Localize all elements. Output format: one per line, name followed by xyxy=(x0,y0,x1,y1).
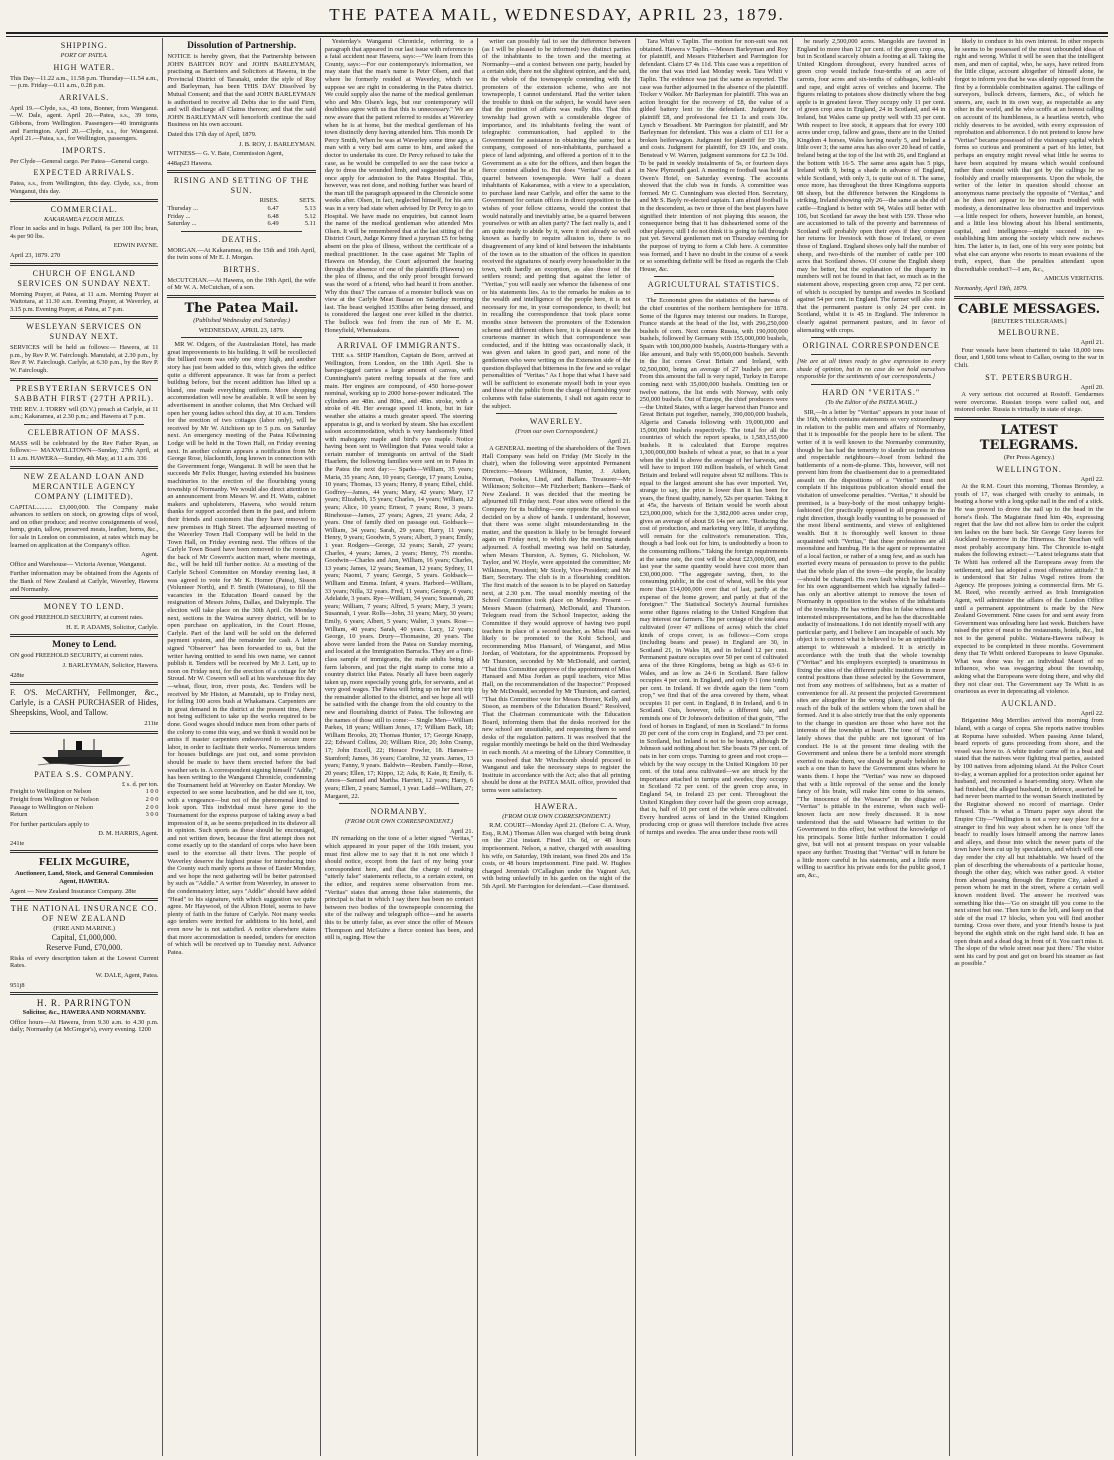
petersburgh-date: April 20. xyxy=(1080,383,1104,391)
sun-sets: 5.12 xyxy=(304,212,316,220)
dissolution-signature: J. B. ROY, J. BARLEYMAN. xyxy=(239,140,316,148)
sun-day xyxy=(167,197,236,205)
national-insurance-signature: W. DALE, Agent, Patea. xyxy=(95,972,159,980)
melbourne-heading: MELBOURNE. xyxy=(998,328,1060,338)
mills-date: April 23, 1879. 270 xyxy=(10,251,61,259)
national-insurance-heading: THE NATIONAL INSURANCE CO. OF NEW ZEALAND xyxy=(10,904,158,924)
national-insurance-text: Risks of every description taken at the Lowest Current Rates. xyxy=(10,954,159,970)
freight-label: Passage to Wellington or Nelson xyxy=(10,803,94,811)
high-water-text: This Day—11.22 a.m., 11.58 p.m. Thursday—11.54 a.m., — p.m. Friday—0.11 a.m., 0.28 p.m. xyxy=(10,74,159,90)
column-4 xyxy=(478,38,635,1456)
divider xyxy=(10,682,158,685)
divider xyxy=(10,731,158,734)
expected-heading: EXPECTED ARRIVALS. xyxy=(33,168,135,178)
table-row xyxy=(10,796,158,804)
sun-heading: RISING AND SETTING OF THE SUN. xyxy=(173,176,310,196)
patea-company-heading: PATEA S.S. COMPANY. xyxy=(34,769,135,779)
petersburgh-text: A very serious riot occurred at Rostoff. Gendarmes were overcome. Russian troops were called out, and restored order. Russia is virtually in state of siege. xyxy=(954,391,1104,414)
wellington-text: At the R.M. Court this morning, Thomas Bromley, a youth of 17, was charged with cruelty to animals, in beating a horse with a long spike nail in the end of a stick. He was proved to drove the nail up to the head in the horse's flesh. The Magistrate fined him 40s, expressing regret that the law did not allow him to order the culprit ten lashes on the bare back. Sir George Grey leaves for Auckland to-morrow in the Hinemoa. Sir Strachan will most probably accompany him. The Chronicle to-night makes the following extract:—"Latest telegrams state that Te Whiti has ordered all the Europeans away from the settlement, and has adopted a most offensive attitude." It is understood that Sir Julius Vogel retires from the Agency. He proposes joining a commercial firm. Mr G. M. Reed, who recently arrived as Irish Immigration Agent, will administer the affairs of the London Office until a permanent appointment is made by the New Zealand Government. Nine cases for and sent away from Government was unloading here last week. Butchers have raised the price of meat to the restaurants, hotels, &c., but not to the general public. Waitara-Hawera railway is expected to be completed in three months. Government deny that Te Whiti ordered Europeans to leave Opunake. What was done was by an individual Maori of no influence, who was swaggering about the township, asking what the Europeans were doing there, and why did they not clear out. The Government say Te Whiti is as courteous as ever in deprecating all violence. xyxy=(954,483,1104,696)
births-text: McCUTCHAN.—At Hawera, on the 19th April, the wife of Mr W. A. McCutchan, of a son. xyxy=(167,276,316,292)
mills-subheading: KAKARAMEA FLOUR MILLS. xyxy=(44,215,125,223)
money-text: ON good FREEHOLD SECURITY, at current rates. xyxy=(10,614,144,622)
normanby-subheading: (FROM OUR OWN CORRESPONDENT.) xyxy=(344,818,454,826)
mills-signature: EDWIN PAYNE. xyxy=(113,242,159,250)
wellington-heading: WELLINGTON. xyxy=(996,464,1062,474)
paper-subtitle: (Published Wednesday and Saturday.) xyxy=(193,317,290,325)
normanby-heading: NORMANBY. xyxy=(370,807,428,817)
money-signature: H. E. P. ADAMS, Solicitor, Carlyle. xyxy=(66,623,159,631)
steamship-icon xyxy=(36,737,132,767)
freight-label: Return xyxy=(10,811,28,819)
parrington-more: Office hours—At Hawera, from 9.30 a.m. to 4.30 p.m. daily; Normanby (at McGregor's), every evening. 1200 xyxy=(10,1018,159,1034)
column-2 xyxy=(163,38,320,1456)
patea-company-number: 241te xyxy=(10,839,25,847)
deaths-text: MORGAN.—At Kakaramea, on the 15th and 16th April, the twin sons of Mr E. J. Morgan. xyxy=(167,246,316,262)
petersburgh-heading: ST. PETERSBURGH. xyxy=(985,372,1073,382)
divider xyxy=(10,378,158,381)
expected-text: Patea, s.s., from Wellington, this day. Clyde, s.s., from Wanganui, this day. xyxy=(10,180,159,195)
money-heading: MONEY TO LEND. xyxy=(43,602,125,612)
column-6 xyxy=(793,38,950,1456)
freight-value: 2 0 0 xyxy=(145,803,159,811)
money2-signature: J. BARLEYMAN, Solicitor, Hawera. xyxy=(62,661,159,669)
freight-table xyxy=(10,781,158,819)
mass-heading: CELEBRATION OF MASS. xyxy=(27,427,141,437)
latest-telegrams-heading: LATEST TELEGRAMS. xyxy=(979,422,1079,453)
agricultural-text: The Economist gives the statistics of the harvests of the chief countries of the northern hemisphere for 1878. Some of the figures may interest our readers. In Europe, France stands at the head of the list, with 296,250,000 bushels of corn. Next comes Russia, with 190,000,000 bushels, followed by Germany with 155,000,000 bushels, Spain with 100,000,000 bushels, Austria-Hungary with a like amount, and Italy with 95,000,000 bushels. Seventh in the list comes Great Britain and Ireland, with 92,500,000, being an average of 27 bushels per acre. From this amount the fall is very rapid, Turkey in Europe coming next with 35,000,000 bushels. Omitting ten or twelve nations, the list ends with Norway, with only 250,000 bushels. Out of Europe, the chief producers were—the United States, with a larger harvest than France and Great Britain put together, namely, 390,000,000 bushels, Algeria and Canada following with 19,000,000 and 15,000,000 bushels respectively. The total for all the countries of which the report speaks, is 1,583,155,000 bushels. It is calculated that Europe requires 1,300,000,000 bushels of wheat a year, so that in a year when the yield is above the average of her harvests, and will have to import 160 million bushels, of which Great Britain and Ireland will require about 92 millions. This is equal to the largest amount she has ever imported. Yet, strange to say, the price is lower than it has been for years, the finest quality, namely, 52s per quarter. Taking it at 45s, the harvests of Britain would be worth about £23,000,000, which for the 3,382,000 acres under crop, gives an average of about £6 14s per acre. "Reducing the cost of production, and marketing very little, if anything, will remain for the cultivator's remuneration. This, though a bad look out for him, is undoubtedly a boon to the consuming millions." Taking the foreign requirements at the same rate, the cost will be about £23,000,000, and last year the same quantity would have cost more than £30,000,000. "The aggregate saving, then, to the consuming public, in the cost of wheat, will be this year more than £14,000,000 over that of last, partly at the expense of the home grower, and partly at that of the foreigner." The Statistical Society's Journal furnishes some other figures relating to the United Kingdom that may interest our farmers. The per centage of the total area cultivated (over 47 millions of acres) which the chief kinds of crops cover, is as follows:—Corn crops (including beans and pease) in England are 30, in Scotland 21, in Wales 18, and in Ireland 12 per cent. Permanent pasture occupies over 50 per cent of cultivated area of the three Kingdoms, being as high as 63·6 in Wales, and as low as 24·6 in Scotland. Bare fallow occupies 4 per cent. in England, and only 0·1 (one tenth) per cent. in Ireland. If we divide again the item "corn crop," we find that of the area covered by them, wheat occupies 11 per cent. in England, 8 in Ireland, and 6 in Scotland. Oats, however, tells a different tale, and reminds one of Dr Johnson's definition of that grain, "The food of horses in England, of men in Scotland." In forms 20 per cent of the corn crop in England, and 73 per cent. in Scotland, but Ireland is not to be beaten, although Dr Johnson said nothing about her. She boasts 79 per cent. of oats in her corn crops. Turning to green and root crops—which by the way occupy in the United Kingdom 10 per cent. of the total area cultivated—we are struck by the importance attached to turnips and swedes; they occupy in Scotland 72 per cent. of the green crop area, in England 54, in Ireland 23 per cent. Throughout the United Kingdom they cover half the green crop acreage, that is, half of 10 per cent of the whole area cultivated. Every hundred acres of land in the United Kingdom producing crop or grass will therefore include five acres of turnips and swedes. The area under these roots will xyxy=(639,297,788,836)
sun-rises: 6.47 xyxy=(267,204,279,212)
dissolution-heading: Dissolution of Partnership. xyxy=(187,41,297,51)
sun-day: Saturday ... xyxy=(167,220,197,228)
divider xyxy=(167,295,315,298)
port-subheading: PORT OF PATEA. xyxy=(60,52,108,59)
sun-sets: 5.13 xyxy=(304,204,316,212)
table-row xyxy=(167,205,315,213)
church-heading: CHURCH OF ENGLAND SERVICES ON SUNDAY NEXT. xyxy=(17,268,152,288)
sun-rises: RISES. xyxy=(259,197,279,205)
correspondence-heading: ORIGINAL CORRESPONDENCE xyxy=(802,341,940,351)
freight-label xyxy=(10,781,115,789)
hawera-text: R.M. COURT—Monday April 21. (Before C. A. Wray, Esq., R.M.) Thomas Allen was charged with being drunk on the 21st instant. Fined 13s 6d, or 48 hours imprisonment. Nelson, a native, charged with assaulting his wife, on Saturday, 19th instant, was fined 20s and 15s costs, or 48 hours imprisonment. Fine paid. W. Hughes charged Jeremiah O'Callaghan under the Vagrant Act, with being unlawfully in his garden on the night of the 5th April. Mr Farrington for defendant.—Case dismissed. xyxy=(482,822,631,890)
divider xyxy=(24,424,144,425)
news-text: Yesterday's Wanganui Chronicle, referring to a paragraph that appeared in our last issue with reference to a fatal accident near Hawera, says:—"We learn from this County, says:—For our contemporary's information, we may state that the man's name is Peter Olsen, and that where he formerly resided at Waverley, which we suppose we are right in considering in the Patea district. We could supply also the name of the medical gentleman who and Mrs Olsen's legs, but our contemporary will doubtless agree with us that this is unnecessary." We are now aware that the patient referred to resides at Waverley when he is at home, but the medical gentleman of his town distinctly deny having attended him. This month Dr Percy Smith, When he was at Waverley some time ago, a man with a very bad arm came to him, and asked the doctor to undertake its cure. Dr Percy refused to take the case, as he would be compelled to see the case twice a day to dress the wounded limb, and suggested that he at once apply for admission to the Patea Hospital. This, however, was not done, and nothing further was heard of the man till the paragraph appeared in the Chronicle some weeks after. Olsen, in fact, neglected himself, for his arm was in a very bad state when advised by Dr Percy to go to Hospital. We have made no enquiries, but cannot learn the name of the medical gentleman who attended Mrs Olsen. It will be remembered that at the last sitting of the District Court, Judge Kenny fined a juryman £5 for being absent on the plea of illness, without the certificate of a medical practitioner. In the case against Mr Taplin of Hawera on Monday, the Court adjourned the hearing through the absence of one of the plaintiffs (Hawera) on the plea of illness, and the only proof brought forward was the word of a friend, who had heard it from another. Why this thus? The carcass of a monster bullock was on view at the Carlyle Meat Bazaar on Saturday morning last. The beast weighed 1530lbs after being dressed, and is considered the largest one ever killed in the district. The bullock was fed from the run of Mr E. M. Honeyfield, Whenuakura. xyxy=(324,38,474,334)
patea-company-signature: D. M. HARRIS, Agent. xyxy=(98,830,159,838)
letter-heading: HARD ON "VERITAS." xyxy=(822,387,921,397)
letter-subheading: (To the Editor of the PATEA MAIL.) xyxy=(825,398,917,406)
freight-value: 3 0 0 xyxy=(145,811,159,819)
table-row xyxy=(167,213,315,221)
auckland-date: April 22. xyxy=(1080,709,1104,717)
paper-title: The Patea Mail. xyxy=(184,301,299,317)
divider xyxy=(811,337,931,338)
wellington-date: April 22. xyxy=(1080,475,1104,483)
national-insurance-sub: (FIRE AND MARINE.) xyxy=(53,925,115,933)
loan-company-agent: Agent. xyxy=(141,551,159,559)
waverley-heading: WAVERLEY. xyxy=(529,417,583,427)
letter-signature: AMICUS VERITATIS. xyxy=(1044,275,1104,283)
table-row xyxy=(167,197,315,205)
loan-company-heading: NEW ZEALAND LOAN AND MERCANTILE AGENCY COMPANY (LIMITED). xyxy=(23,471,145,501)
divider xyxy=(339,337,459,338)
divider xyxy=(811,354,931,355)
deaths-heading: DEATHS. xyxy=(221,234,262,244)
column-7 xyxy=(950,38,1107,1456)
column-3 xyxy=(321,38,478,1456)
waverley-text: A GENERAL meeting of the shareholders of the Town Hall Company was held on Friday (Mr Sicely in the chair), when the following were appointed Permanent Directors:—Messrs Wilkinson, Hunter, J. Aitken, Norman, Fookes, Lind, and Ballam. Treasurer—Mr Wilkinson; Solicitor—Mr Fitzherbert; Bankers—Bank of New Zealand. It was decided that the meeting be adjourned till Friday next. Four sites were offered to the Company for its building—one opposite the school was decided on by a show of hands. I understand, however, that there was some slight misunderstanding in the matter, and the question is likely to be brought forward again on Friday next, to which day the meeting stands adjourned. A football meeting was held on Saturday, when Messrs Thurston, A. Symes, G. Nicholson, W. Taylor, and W. Hoyle, were appointed the committee; Mr Wilkinson, President; Mr Sicely, Vice-President; and Mr Barr, Secretary. The club is in a flourishing condition. The first match of the season is to be played on Saturday next, at 2.30 p.m. The usual monthly meeting of the School Committee took place on Monday. Present — Messrs Mason (chairman), McDonald, and Thurston. Telegram read from the School Inspector, asking the Committee if they would approve of having two pupil teachers in place of a second teacher, as Miss Hall was likely to be promoted to the Kohi School, and recommending Miss Hansard, of Wanganui, and Miss Jordan, of Waitotara, for the appointments. Proposed by Mr Thurston, seconded by Mr McDonald, and carried, "That this Committee approve of the appointment of Miss Hansard and Miss Jordan as pupil teachers, vice Miss Hall, on the recommendation of the Inspector." Proposed by Mr McDonald, seconded by Mr Thurston, and carried, "That this Committee vote for Messrs Horner, Kelly, and Sisson, as members of the Education Board." Resolved, That the Chairman communicate with the Education Board, informing them that the desks received for the new school are unsuitable, and requesting them to send desks of the regulation pattern. It was resolved that the regular monthly meetings be held on the third Wednesday in each month. At a meeting of the Library Committee, it was resolved that Mr Winchcomb should proceed to Wanganui and take the necessary steps to register the Institute in accordance with the Act; also that all printing should be done at the PATEA MAIL office, provided that terms were satisfactory. xyxy=(482,445,631,794)
editorial-text: MR W. Odgers, of the Australasian Hotel, has made great improvements to his building. It will be recollected the billiard room was only one story high, and another story has just been added to this, which gives the edifice quite a different appearance. It was far from a perfect building before, but the recent addition has lifted up a bland, one made everything uniform. More shopping accommodation will now be available. It will be seen by advertisement in another column, that Mrs Orchard will open her young ladies school this day, at 10 a.m. Tenders for the erection of two cottages (labor only), will be received by Mr W. Aitchison up to 5 p.m. on Saturday next. An emergency meeting of the Patea Kilwinning Lodge will be held in the Town Hall, on Friday evening next. In another column appears a notification from Mr George Rose, blacksmith, long known in connection with the Government forge, Wanganui. It will be seen that he succeeds Mr Felix Hunger, having extended his business machineries to the erection of the flourishing young township of Normanby. We would also direct attention to an announcement from Messrs W. and H. Watts, cabinet makers and upholsterers, Hawera, who would return thanks for support accorded them in the past, and inform their friends and customers that they have removed to new premises in High Street. The adjourned meeting of the Waverley Town Hall Company will be held in the Town Hall, on Friday evening next. The offices of the Carlyle Town Board have been removed to the rooms at the back of Mr Cowern's auction mart, where meetings, &c., will be held till further notice. At a meeting of the Carlyle School Committee on Monday evening last, it was agreed to vote for Mr K. Horner (Patea), Sisson (Volunteer North), and F. Smith (Waitotara), to fill the vacancies in the Education Board caused by the resignation of Messrs Johns, Dallas, and Dalrymple. The election will take place on the 30th April. On Monday next, sections in the Wairoa survey district, will be to open purchase on application, in the Court House, Carlyle. Part of the land will be sold on the deferred payment system, and the remainder for cash. A letter signed "Observer" has been forwarded to us, but the writer having omitted to send his own name, we cannot publish it. Tenders will be received by Mr J. Lett, up to noon on Friday next, for the erection of a cottage for Mr Stroud. Mr W. Cowern will sell at his warehouse this day—wheat, flour, iron, river posts, &c. Tenders will be received by Mr Histon, at Manutahi, up to Friday next, for felling 100 acres bush at Whakamara. Carpenters are in great demand in the district at the present time, there not being sufficient to take up the works required to be done. Good wages should induce men from other parts of the colony to come this way, and we think it would not be amiss if master carpenters endeavored to secure more labor, in order to facilitate their works. Numerous tenders for houses buildings are just out, and some provision should be made to have them erected before the bad weather sets in. A correspondent signing himself "Addle," has been writing to the Wanganui Chronicle, condemning the Tournament held at Waverley on Easter Monday. We expected to see some lucubration, and he did see it, too, with a vengeance—but not of the phenomenal kind to look upon. This individual must have gone to the Tournament for the express purpose of taking away a bad impression of it, as he seems prejudiced in its disfavor all in opinion. Such sports as these should be encouraged, and not written down, because the first attempt does not come exactly up to the standard of corps who have been used to the exercise all their lives. The people of Waverley deserve the highest praise for introducing into the County such manly sports as those of Easter Monday, and we hope the next gathering will be better patronised by such as "Addle." A writer from Waverley, in answer to the condemnatory letter, says "Addle" should have added "Head" to his signature, with which suggestion we quite agree. Mr Haywood, of the Albion Hotel, seems to have plenty of faith in the future of Carlyle. Not many weeks ago tenders were invited for additions to his hotel, and even now he is not satisfied. A notice elsewhere states that more accommodation is needed, tenders for erection of which will be received up to Tuesday next. Advance Patea. xyxy=(167,341,316,956)
felix-heading: FELIX McGUIRE, xyxy=(38,856,130,869)
divider xyxy=(10,850,158,853)
freight-value: 1 0 0 xyxy=(145,788,159,796)
freight-value: £ s. d. per ton. xyxy=(122,780,159,788)
cable-subheading: [REUTER'S TELEGRAMS.] xyxy=(991,317,1067,325)
cable-heading: CABLE MESSAGES. xyxy=(957,301,1101,317)
divider xyxy=(496,798,616,799)
sun-day: Thursday ... xyxy=(167,204,198,212)
divider xyxy=(339,803,459,804)
divider xyxy=(181,337,301,338)
letter-text: SIR,—In a letter by "Veritas" appears in your issue of the 16th, which contains statements so very extraordinary in relation to the public men and affairs of Normanby, that it is impossible for the people here to be silent. The writer of it is well known to the Normanby community, though he has had the temerity to slander us industrious and respectable neighbours—Josef from behind the battlements of a nom-de-plume. This, however, will not prevent him from the chastisement due to a premeditated assault on the dispositions of a "Veritas" must not complain if his iniquitous publication should entail the visitation of unwelcome penalties. "Veritas," it should be premised, is a busy-body of the most unhappy bright-fashioned (for practically opposed to all progress in the right direction, though loudly vaunting to be possessed of the most liberal sentiments, and views of enlightened wealth. But it is thoroughly well known to those acquainted with "Veritas," that these professions are all moonshine and humbug. He is the agent or representative of a local faction, or rather of a snug few, and as such has exerted every means of persuasion to prove to the public that the whole plan of the town—the people, the locality—should be changed. His own fault which he had made for his own aggrandisement which has signally failed—has only an abortive attempt to remove the town of Normanby in opposition to the wishes of the inhabitants of the township. He has written thus in false witness and interested misrepresentations, and he has the discreditable audacity of insinuations. I do not identify myself with any particular party, and I believe I am incapable of such. My object is to correct what is believed to be an unjustifiable attempt to whitewash a misdeed. It is strictly in accordance with the truth that the whole township ("Veritas" and his employers excepted) is unanimous in fixing the sites of the different public institutions in more central positions than those selected by the Government, not from any motives of selfishness, but as a matter of convenience for all. At present the projected Government sites are altogether in the wrong place, and out of the reach of the bulk of the settlers whom the town shall be formed. And it is also strictly true that the only opponents to the change in question are those who have not the interests of the township at heart. The tone of "Veritas" lately shows that the public are not ignorant of his conduct. He is at the present time dealing with the Government and unless there be a tenfold more strength exerted to make them, we should be greatly beholden to such a one than to have the Government sites where he wants them. I hope the "Veritas" was now so disposed that with a little reproval of the sense and the lonely fancy of his brain, will make him come to his senses. "The innocence of the Wiseacre" in the disguise of "Veritas" is pitiable in the extreme, when such well-known facts are now freely discussed. It is now understood that the said Wiseacre had written to the Government to this effect, but without the knowledge of his principals. Some little further information I could give, but will not at present trespass on your valuable space any further. Trusting that "Veritas" will in future be a little more careful in his statements, and a little more willing to sacrifice his private ends for the public good, I am, &c., xyxy=(796,408,946,879)
national-insurance-reserve: Reserve Fund, £70,000. xyxy=(46,942,123,952)
table-row xyxy=(167,220,315,228)
arrivals-text: April 19.—Clyde, s.s., 43 tons, Bonner, from Wanganui.—W. Dale, agent. April 20.—Patea, s.s., 39 tons, Gibbons, from Wellington. Passengers—40 immigrants and Farrington. April 20.—Clyde, s.s., for Wanganui. April 21.—Patea, s.s., for Wellington, passengers. xyxy=(10,104,159,143)
masthead: THE PATEA MAIL, WEDNESDAY, APRIL 23, 1879. xyxy=(329,5,785,24)
loan-company-text: CAPITAL.......... £3,000,000. The Company make advances to settlers on stock, on growing clips of wool, and on other produce; and receive consignments of wool, hemp, grain, tallow, preserved meats, leather, horns, &c., for sale in London on commission, at rates which may be learned on application at the Company's office. xyxy=(10,503,159,549)
mccarthy-ad: F. O'S. McCARTHY, Fellmonger, &c., Carlyle, is a CASH PURCHASER of Hides, Sheepskins, Wool, and Tallow. xyxy=(10,688,159,718)
correspondence-note: [We are at all times ready to give expression to every shade of opinion, but in no case do we hold ourselves responsible for the sentiments of our correspondents.] xyxy=(796,358,946,381)
shipping-heading: SHIPPING. xyxy=(60,41,108,50)
commercial-heading: COMMERCIAL. xyxy=(50,204,118,214)
parrington-text: Solicitor, &c., HAWERA AND NORMANBY. xyxy=(22,1009,146,1017)
dissolution-number: 448ap23 Hawera. xyxy=(167,159,213,167)
column-1 xyxy=(6,38,163,1456)
immigrants-heading: ARRIVAL OF IMMIGRANTS. xyxy=(336,341,461,351)
table-row xyxy=(10,788,158,796)
mccarthy-number: 211te xyxy=(144,720,159,728)
agricultural-heading: AGRICULTURAL STATISTICS. xyxy=(647,280,780,290)
births-heading: BIRTHS. xyxy=(223,264,261,274)
divider xyxy=(654,276,774,277)
table-row xyxy=(10,804,158,812)
divider xyxy=(10,316,158,319)
high-water-heading: HIGH WATER. xyxy=(53,62,115,72)
paper-date: WEDNESDAY, APRIL 23, 1879. xyxy=(198,326,285,334)
immigrants-text: THE s.s. SHIP Hamilton, Captain de Bore, arrived at Wellington, from London, on the 18th April. She is barque-rigged carries a large amount of canvas, with Cunningham's patent reefing topsails at the fore and main. Her engines are compound, of 450 horse-power nominal, working up to 2000 horse-power indicated. The cylinders are 48in. and 80in., and 48in. stroke, with a stroke of 4ft. Her average speed 11 knots, but in fair weather she attains a much greater speed. The steering apparatus is gt, and is worked by steam. She has excellent saloon accommodation, which is very handsomely fitted with mahogany maple and bird's eye maple. Notice having been sent to Wellington that Patea would take a certain number of immigrants on arrival of the Stadt Haarlem, the following families were sent on to Patea in the Patea the next day:— Sparks—William, 35 years; Maria, 35 years; Ann, 10 years; George, 17 years; Louisa, 10 years; Thomas, 13 years; Henry, 8 years; Ethel, child. Godfrey—James, 44 years; Mary, 42 years; Mary, 17 years; Elizabeth, 15 years; Charles, 14 years; William, 12 years; Alice, 10 years; Ernest, 7 years; Rose, 3 years. Rinehouse—James, 27 years; Agnes, 21 years; Ada, 2 years. One of family died on passage out. Goldsack—William, 34 years; Sarah, 29 years; Harry, 11 years; Henry, 9 years; Goodwin, 5 years; Albert, 3 years; Emily, 1 year. Rodgers—George, 32 years; Sarah, 27 years; Charles, 4 years; James, 2 years; Henry, 7½ months. Goodwin—Charles and Ann, William, 16 years; Charles, 13 years; James, 12 years; Seaman, 12 years; Sydney, 11 years; Naomi, 7 years; George, 5 years. Goldsack—William and Emma. Infant, 4 years. Harbord—William, 33 years; Nilla, 32 years. Fred, 11 years; George, 6 years; Adelaide, 3 years. Rye—William, 34 years; Susannah, 28 years; William, 7 years; Alfred, 5 years; Mary, 3 years; Susannah, 1 year. Rolls—John, 31 years; Mary, 30 years; Emily, 6 years; Albert, 5 years; Walter, 3 years. Rose—William, 40 years; Sarah, 40 years. Lucy, 12 years; George, 10 years. Drury—Thomasine, 20 years. The above were landed from the Patea on Sunday morning, and located at the Immigration Barracks. They are a first-class sample of immigrants, the male adults being all farm laborers, and just the right stamp to come into a country district like Patea. Nearly all have been eagerly taken up, more especially young girls, for servants, and at very good wages. The Patea will bring up on her next trip the remainder allotted to the district, and we hope all will be satisfied with the change from the old country to the new and flourishing district of Patea. The following are the names of those still to come:— Single Men—William Parkes, 18 years; William Jones, 17; William Back, 18; William Brooks, 20; Thomas Hunter, 17; George Knapp, 22; Edward Collins, 20; William Rice, 20; John Cramp, 17; John Excell, 22; Horace Fowler, 18. Hansen—Stamford; James, 36 years; Caroline, 32 years. James, 13 years; Fanny, 9 years. Baldwin—Reuben. Family—Rose, 20 years; Ellen, 17; Kippo, 12; Ada, 8; Kate, 8; Emily, 6. Amos—Samuel and Martha. Harriett, 12 years; Harry, 6 years; Ellen, 2 years; Samuel, 1 year. Ladd—William, 27; Margaret, 22. xyxy=(324,352,474,800)
loan-company-office: Office and Warehouse— Victoria Avenue, Wanganui. xyxy=(10,560,147,568)
hawera-subheading: (FROM OUR OWN CORRESPONDENT.) xyxy=(502,812,611,820)
table-row xyxy=(10,811,158,819)
wesleyan-heading: WESLEYAN SERVICES ON SUNDAY NEXT. xyxy=(26,322,143,342)
normanby-continued-text: writer can possibly fail to see the difference between (as I will be pleased to be informed) two distinct parties of the inhabitants to the town and the meeting at Normanby—and a contest between one party, headed by a certain side, there not the slightest opinion, and the said, in the whole of the townspeople contending with the promoters of the extension scheme, who are not townspeople, I cannot understand. Had the writer taken the trouble to think on the subject, he would have seen that the position of affairs was really this. That this township had grown with a considerable degree of importance, and its inhabitants feeling the want of telegraphic communication, had applied to the Government for assistance in obtaining the same; but a company, composed of non-inhabitants, purchased a piece of land adjoining, and offered a portion of it to the Government as a site for the offices, and then began the fierce contest alluded to. But does "Veritas" call that a quarrel between townspeople. Were half a dozen inhabitants of Kakaramea, with a view to a speculation, to purchase land near Carlyle, and offer the same to the Government for certain offices in direct opposition to the wishes of your fellow citizens, would the contest that would naturally and inevitably arise, be a quarrel between yourselves or with an alien party? The fact really is, and I am quite ready to abide by it, were it not already so well known as hardly to require allusion to, there is no disagreement of any kind of kind between the inhabitants of the town as to the situation of the offices in question received the signatures of nearly every householder in the town, with hardly an exception, as also those of the settlers round; and petting that against the letter of "Veritas," you will easily see whence the falseness of one or his statements lies. As to the remarks he makes as to the wealth and intelligence of the people here, it is not necessary for me, in your correspondence, to dwell; but in recalling the correspondence that took place some months since between the promoters of the Extension scheme and different others here, it is pleasant to see the courteous manner in which that correspondence was conducted, and if the hitting was occasionally slack, it was given and taken in good part, and none of the gentlemen who were writing on the Extension side of the question displayed that bitterness in the few and so vulgar personalities of "Veritas." As I hope that what I have said will be sufficient to exonerate myself both in your eyes and those of the public from the charge of furnishing your columns with false statements, I shall not again recur to the subject. xyxy=(482,38,631,410)
divider xyxy=(10,199,158,202)
melbourne-text: Four vessels have been chartered to take 18,000 tons flour, and 1,600 tons wheat to Callao, owing to the war in Chili. xyxy=(954,346,1104,369)
divider xyxy=(954,296,1103,299)
table-row xyxy=(10,781,158,789)
divider xyxy=(954,417,1103,420)
hawera-continued-text: Tara Whiti v Taplin. The motion for non-suit was not obtained. Hawera v Taplin.—Messrs Barleyman and Roy for plaintiff, and Messrs Fitzherbert and Parrington for defendant. Claim £7 4s 11d. This case was a repetition of the one that was tried last Monday week. Tara Whiti v Taplin. The evidence was just the same as reported. The case was further adjourned in the absence of the plaintiff. Tocker v Walker. Mr Barleyman for plaintiff. This was an action brought for the recovery of £8, the value of a gilded battery lent to the defendant. Judgment for plaintiff £8, and professional fee £1 1s and costs 10s. Lynch v Broadbent. Mr Parrington for plaintiff, and Mr Barleyman for defendant. This was a claim of £11 for a broken heiferwagon. Judgment for plaintiff for £9 10s, and costs. Judgment for plaintiff, for £9 10s, and costs. Benstead v W. Warren, judgment summons for £2 3s 10d. To be paid in weekly instalments of 5s, or fourteen days in New Plymouth gaol. A meeting re football was held at Owen's Hotel, on Saturday evening. The accounts showed that the club was in funds. A committee was formed. Mr C. Cunningham was elected Hon. Secretary, and Mr S. Bayly re-elected captain. I am afraid football is in the descendent, as two or three of the best players have signified their intention of not playing this season, the consequence being that it has disheartened some of the other players; still I do not think it is going to fall through just yet. Several gentlemen met on Thursday evening for the purpose of trying to form a Club here. A committee was formed, and I have no doubt in the course of a week or so something definite will be fixed as regards the Club House, &c. xyxy=(639,38,788,273)
hawera-heading: HAWERA. xyxy=(534,801,579,811)
waverley-subheading: (From our own Correspondent.) xyxy=(515,428,598,436)
columns xyxy=(6,38,1108,1456)
divider xyxy=(167,170,315,173)
felix-text: Auctioneer, Land, Stock, and General Commission Agent, HAWERA. xyxy=(15,870,154,886)
church-text: Morning Prayer, at Patea, at 11 a.m. Morning Prayer at Waitotara, at 11.30 a.m. Evening Prayer, at Waverley, at 3.15 p.m. Evening Prayer, at Patea, at 7 p.m. xyxy=(10,290,159,313)
dissolution-witness: WITNESS— G. V. Bate, Commission Agent, xyxy=(167,150,284,158)
loan-company-more: Further information may be obtained from the Agents of the Bank of New Zealand at Carlyle, Waverley, Hawera and Normanby. xyxy=(10,570,159,593)
auckland-heading: AUCKLAND. xyxy=(1001,698,1057,708)
freight-value: 2 0 0 xyxy=(145,795,159,803)
letter-continued-text: likely to conduce to his own interest. In other respects he seems to be possessed of the most unbounded ideas of right and wrong. Whilst it will be seen that the intelligent men, and men of capital, who, he says, have retired from the little clique, account altogether of himself alone, he forgot to inform you that he was silently opposed from the first by a formidable combination against. The callings of surveyors, bullock drivers, farmers, &c., of which he sneers, are, each in its own way, as respectable as any other in the world, and he who scoffs at an honest calling on account of its humbleness, is a heartless wretch, who richly deserves to be avoided, with every expression of reprobation and abhorrence. I do not pretend to know how "Veritas" became possessed of the visionary capital which forms so curious and prominent a part of his letter, but perhaps an enquiry might reveal what little he seems to have been acquired by means which would confound rather than consist with that got by the callings he so foolishly and cruelly misrepresents. Upon the whole, the writer of the letter in question should choose an anonymous name precisely the opposite of "Veritas," and as he does not appear to be too much troubled with modesty, a denominative less obstructive and impervious—a little respect for others, however humble, an honest, and a little less blowing about his liberal sentiments, capital, and intelligence—might succeed in re-establishing him among the society which now eschews him. The latter is, in fact, one of his very sore points; but what else can anyone who resorts to mean evasions of the truth, expect, than the penalties attendant upon discreditable conduct?—I am, &c., xyxy=(954,38,1104,273)
normanby-date: April 21. xyxy=(450,827,474,835)
dissolution-text: NOTICE is hereby given, that the Partnership between JOHN BARTON ROY and JOHN BARLEYMAN, practising as Barristers and Solicitors at Hawera, in the Provincial District of Taranaki, under the style of Roy and Barleyman, has been THIS DAY Dissolved by Mutual Consent; and that the said JOHN BARLEYMAN is authorised to receive all Debts due to the said Firm, and will discharge all Claims thereon; and that the said JOHN BARLEYMAN will henceforth continue the said Business on his own account. xyxy=(167,53,316,129)
column-5 xyxy=(636,38,793,1456)
wesleyan-text: SERVICES will be held as follows:— Hawera, at 11 p.m., by Rev P. W. Fairclough. Manutahi, at 2.30 p.m., by Rev P. W. Fairclough. Carlyle, at 6.30 p.m., by the Rev P. W. Fairclough. xyxy=(10,344,159,375)
parrington-heading: H. R. PARRINGTON xyxy=(36,998,132,1009)
divider xyxy=(811,384,931,385)
divider xyxy=(10,992,158,995)
divider xyxy=(10,596,158,599)
imports-text: Per Clyde—General cargo. Per Patea—General cargo. xyxy=(10,157,149,165)
normanby-text: IN remarking on the tone of a letter signed "Veritas," which appeared in your paper of the 16th instant, you must first allow me to say that it is not one which I should notice, except from the fact of my being your correspondent here, and that the charge of making "utterly false" statements reflects, to a certain extent, on the editor, and requires some observation from me. "Veritas" states that among those false statements, the principal is that in which I say there has been no contact between two bodies of the townspeople concerning the site of the railway and telegraph office—and he asserts this to be utterly false, as ever since the offer of Messrs Thompson and McGuire a fierce contest has been, and still is, raging. How the xyxy=(324,835,474,942)
sun-rises: 6.49 xyxy=(267,220,279,228)
letter-date: Normanby, April 19th, 1879. xyxy=(954,285,1028,292)
masthead-rule xyxy=(6,32,1108,37)
presbyterian-text: THE REV. J. TORRY will (D.V.) preach at Carlyle, at 11 a.m.; Kakaramea, at 2.30 p.m.; and Hawera at 7 p.m. xyxy=(10,405,159,421)
presbyterian-heading: PRESBYTERIAN SERVICES ON SABBATH FIRST (27TH APRIL). xyxy=(14,383,155,403)
divider xyxy=(496,413,616,414)
arrivals-heading: ARRIVALS. xyxy=(59,92,110,102)
melbourne-date: April 21. xyxy=(1080,339,1104,347)
latest-telegrams-subheading: (Per Press Agency.) xyxy=(1003,453,1055,461)
divider xyxy=(10,466,158,469)
money2-number: 428te xyxy=(10,671,25,679)
imports-heading: IMPORTS. xyxy=(62,145,107,155)
agricultural-continued-text: be nearly 2,500,000 acres. Mangolds are favored in England to more than 12 per cent. of the green crop area, but in Scotland scarcely obtain a footing at all. Taking the United Kingdom throughout, every hundred acres of green crop would include four-tenths of an acre of carrots, four acres and six-tenths of cabbages, kohl-rabi and rape, and eight acres of vetches and lucerne. The figures relating to potatoes show distinctly where the bog apple is in greatest favor. They occupy only 11 per cent. of green crop area in England, 24 in Scotland, and 44 in Ireland, but Wales came up pretty well with 33 per cent. With respect to live stock, it appears that for every 100 acres under crop, fallow and grass, there are in the United Kingdom 4 horses, Wales having nearly 5, and Ireland a little over 3; the same area has also over 20 head of cattle, Ireland being at the top of the list with 26, and England at the bottom with 16·5. The same area again has 5 pigs, Ireland with 9, being a shade in advance of England, while Scotland, with only 3, is quite out of it. The same, once more, has throughout the three Kingdoms supports 98 sheep, but the difference between the Kingdoms is striking, Ireland showing only 26—the same as she did of cattle—England is better with 94, Wales still better with 106, but Scotland far away the best with 159. Those who are accustomed to talk of the poverty and barrenness of Scotland will probably open their eyes if they compare her returns for livestock with those of Ireland, or even those of England. England shows only half the number of sheep, and two-thirds of the number of cattle per 100 acres that Scotland shows. Of course the English sheep may be better, but the explanation of the disparity in numbers will not be found in that fact, so much as in the statement above, respecting green crop area, 72 per cent. of which is occupied by turnips and swedes in Scotland against 54 per cent. in England. The farmer will also note that the permanent pasture is only 24 per cent. in Scotland, whilst it is 45 in England. The inference is clearly against permanent pasture, and in favor of alternating with crops. xyxy=(796,38,946,334)
sun-rises: 6.48 xyxy=(267,212,279,220)
auckland-text: Brigantine Meg Merrilies arrived this morning from Island, with a cargo of copra. She reports native troubles at Ropuma have subsided. When passing Anne Island, heard reports of guns proceeding from shore, and the vessel was hove to. A white trader came off in a boat and stated that the natives were fighting rival parties, assisted by 100 natives from adjoining island. At the Police Court to-day, a woman applied for a protection order against her husband, and recounted a heart-rending story. When she had finished, the alleged husband, in defence, asserted he had never been married to the woman Search instituted by the Registrar showed no record of marriage. Order refused. This is what a Timaru paper says about the Empire City—"Wellington is not a very easy place for a stranger to find his way about when he is once 'off the beach' to readily loses himself among the narrow lanes and alleys, and those into which the newer parts of the town have been cut up by speculators, and which will one day render the city all but inhabitable. We heard of the plan of describing the whereabouts of a particular house, though the other day, which was rather good. A visitor from abroad passing through the Empire City, asked a person whom he met in the street, where a certain well known resident lived. The answer he received was something like this—'Go on straight till you come to the next street but one. Then turn to the left, and keep on that side of the road 17 blocks, when you will find another turning. Cross over there, and your friend's house is just beyond the eighth stink on the right hand side. It has an open drain and a dead dog in front of it. You can't miss it. The slope of the whole street near just there.' The visitor sent his card by post and got on board his steamer as fast as possible." xyxy=(954,717,1104,968)
felix-agent: Agent — New Zealand Insurance Company. 28te xyxy=(10,887,137,895)
freight-label: Freight from Wellington or Nelson xyxy=(10,795,99,803)
divider xyxy=(654,293,774,294)
national-insurance-number: 951j8 xyxy=(10,981,25,989)
divider xyxy=(10,263,158,266)
dissolution-dated: Dated this 17th day of April, 1879. xyxy=(167,130,257,138)
waverley-date: April 21. xyxy=(607,437,631,445)
money2-text: ON good FREEHOLD SECURITY, at current rates. xyxy=(10,652,144,660)
sun-sets: SETS. xyxy=(299,197,316,205)
divider xyxy=(10,898,158,901)
patea-company-more: For further particulars apply to xyxy=(10,820,89,828)
national-insurance-capital: Capital, £1,000,000. xyxy=(51,932,117,942)
divider xyxy=(181,231,301,232)
mass-text: MASS will be celebrated by the Rev Father Ryan, as follows:— MAXWELLTOWN—Sunday, 27th April, at 11 a.m. HAWERA—Sunday, 4th May, at 11 a.m. 336 xyxy=(10,439,159,463)
divider xyxy=(10,634,158,637)
freight-label: Freight to Wellington or Nelson xyxy=(10,788,92,796)
money2-heading: Money to Lend. xyxy=(52,640,117,651)
sun-sets: 5.11 xyxy=(304,220,316,228)
mills-text: Flour in sacks and in bags. Pollard, 6s per 100 lbs; bran, 4s per 90 lbs. xyxy=(10,225,159,240)
sun-day: Friday ... xyxy=(167,212,191,220)
sun-table xyxy=(167,197,315,227)
